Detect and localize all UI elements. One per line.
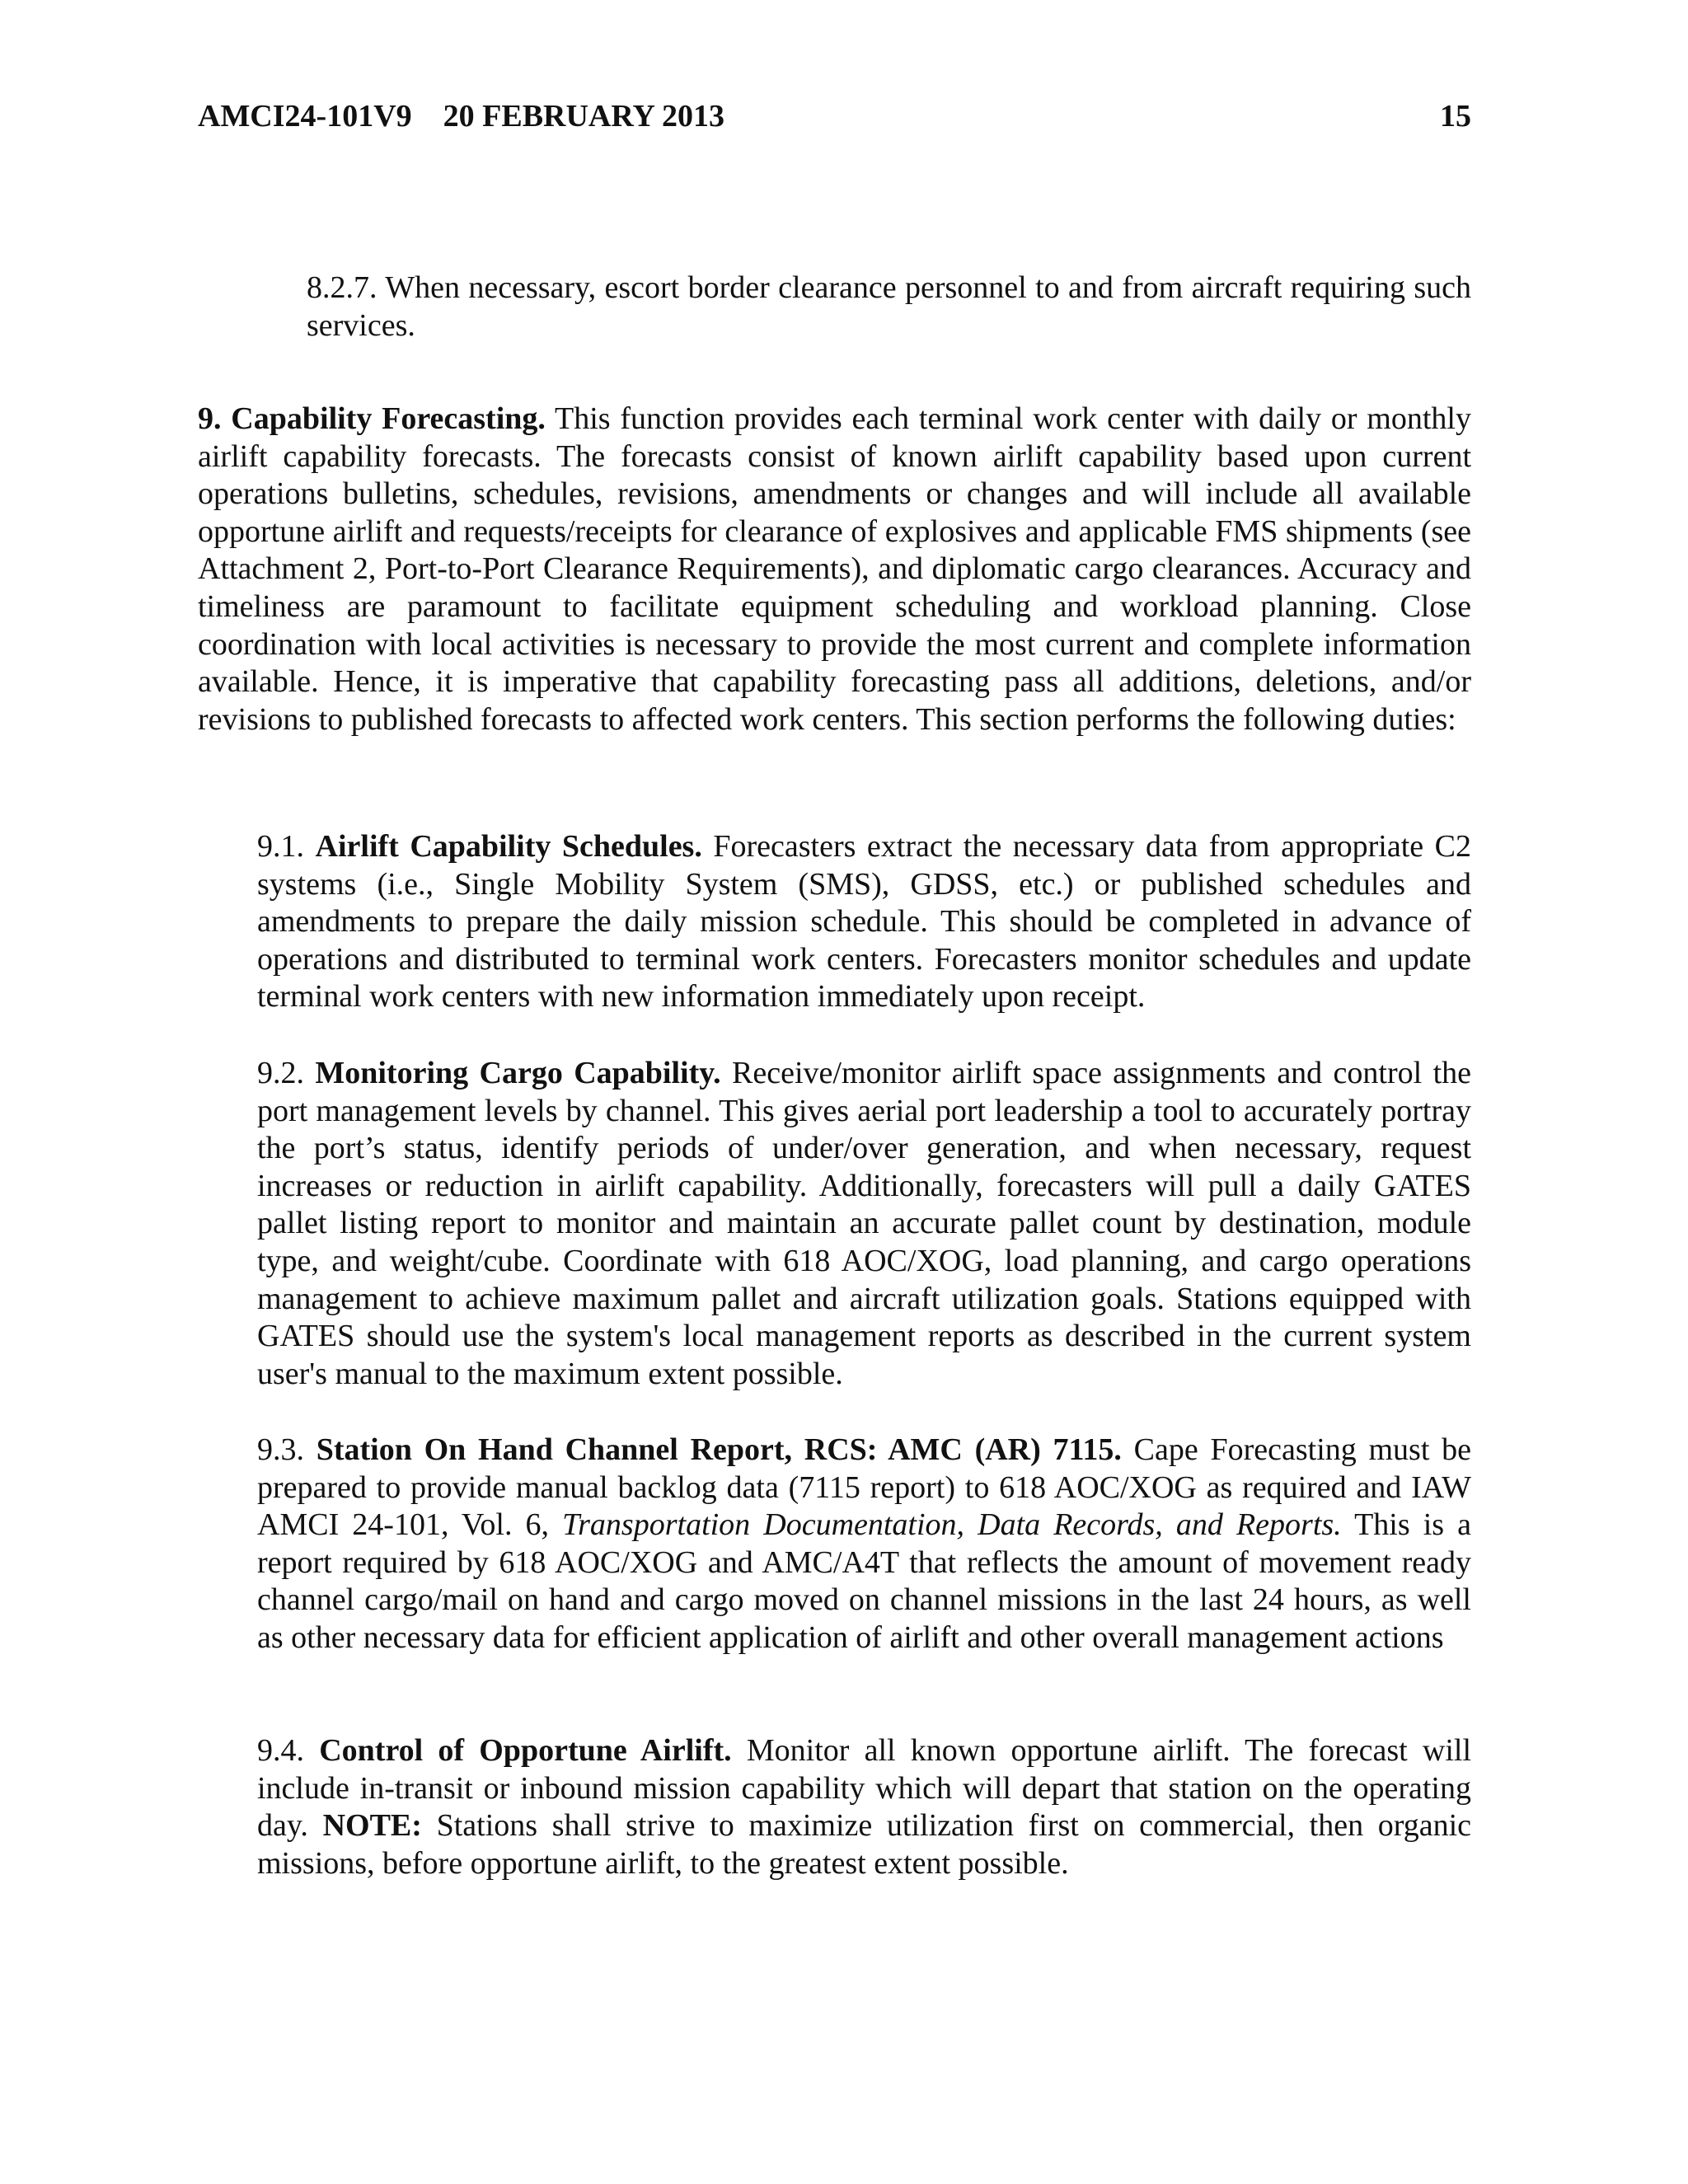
- paragraph-8-2-7: [307, 269, 1471, 344]
- section-text-before: Monitor all known opportune airlift. The forecast will include in-transit or inbound mission capability which will depart that station on the operating day.: [257, 1733, 1472, 1844]
- section-title: Station On Hand Channel Report, RCS: AMC (AR) 7115.: [316, 1432, 1122, 1467]
- header-doc-id: AMCI24-101V9: [198, 99, 412, 134]
- section-number: 9.1.: [257, 829, 304, 864]
- section-title: Control of Opportune Airlift.: [319, 1733, 732, 1768]
- paragraph-9-4: [257, 1732, 1471, 1882]
- referenced-document-title: Transportation Documentation, Data Records, and Reports.: [562, 1507, 1342, 1543]
- header-date: 20 FEBRUARY 2013: [443, 99, 725, 134]
- section-number: 9.2.: [257, 1056, 304, 1090]
- section-title: Capability Forecasting.: [231, 401, 546, 436]
- section-text: Forecasters extract the necessary data from appropriate C2 systems (i.e., Single Mobility System (SMS), GDSS, etc.) or published schedules and amendments to prepare the daily mission schedule. This should be completed in advance of operations and distributed to terminal work centers. Forecasters monitor schedules and update terminal work centers with new information immediately upon receipt.: [257, 829, 1472, 1015]
- note-label: NOTE:: [322, 1808, 422, 1844]
- section-number: 9.: [198, 401, 222, 436]
- paragraph-9-1: [257, 828, 1471, 1016]
- section-number: 9.4.: [257, 1733, 304, 1768]
- paragraph-9-3: [257, 1432, 1471, 1657]
- header-page-number: 15: [1440, 99, 1471, 134]
- section-text: When necessary, escort border clearance personnel to and from aircraft requiring such services.: [307, 270, 1471, 343]
- paragraph-9: [198, 401, 1471, 738]
- paragraph-9-2: [257, 1055, 1471, 1393]
- section-text-before: Cape Forecasting must be prepared to provide manual backlog data (7115 report) to 618 AOC/XOG as required and IAW AMCI 24-101, Vol. 6,: [257, 1432, 1471, 1543]
- section-text-after: This is a report required by 618 AOC/XOG and AMC/A4T that reflects the amount of movement ready channel cargo/mail on hand and cargo moved on channel missions in the last 24 hours, as well as other necessary data for efficient application of airlift and other overall management actions: [257, 1507, 1471, 1655]
- section-text: This function provides each terminal work center with daily or monthly airlift capability forecasts. The forecasts consist of known airlift capability based upon current operations bulletins, schedules, revisions, amendments or changes and will include all available opportune airlift and requests/receipts for clearance of explosives and applicable FMS shipments (see Attachment 2, Port-to-Port Clearance Requirements), and diplomatic cargo clearances. Accuracy and timeliness are paramount to facilitate equipment scheduling and workload planning. Close coordination with local activities is necessary to provide the most current and complete information available. Hence, it is imperative that capability forecasting pass all additions, deletions, and/or revisions to published forecasts to affected work centers. This section performs the following duties:: [198, 401, 1471, 737]
- section-title: Airlift Capability Schedules.: [315, 829, 702, 864]
- header-doc-info: [198, 97, 724, 135]
- section-text-after: Stations shall strive to maximize utilization first on commercial, then organic missions, before opportune airlift, to the greatest extent possible.: [257, 1808, 1471, 1881]
- section-text: Receive/monitor airlift space assignments and control the port management levels by channel. This gives aerial port leadership a tool to accurately portray the port’s status, identify periods of under/over generation, and when necessary, request increases or reduction in airlift capability. Additionally, forecasters will pull a daily GATES pallet listing report to monitor and maintain an accurate pallet count by destination, module type, and weight/cube. Coordinate with 618 AOC/XOG, load planning, and cargo operations management to achieve maximum pallet and aircraft utilization goals. Stations equipped with GATES should use the system's local management reports as described in the current system user's manual to the maximum extent possible.: [257, 1056, 1471, 1391]
- section-title: Monitoring Cargo Capability.: [315, 1056, 721, 1090]
- section-number: 9.3.: [257, 1432, 304, 1467]
- section-number: 8.2.7.: [307, 270, 377, 305]
